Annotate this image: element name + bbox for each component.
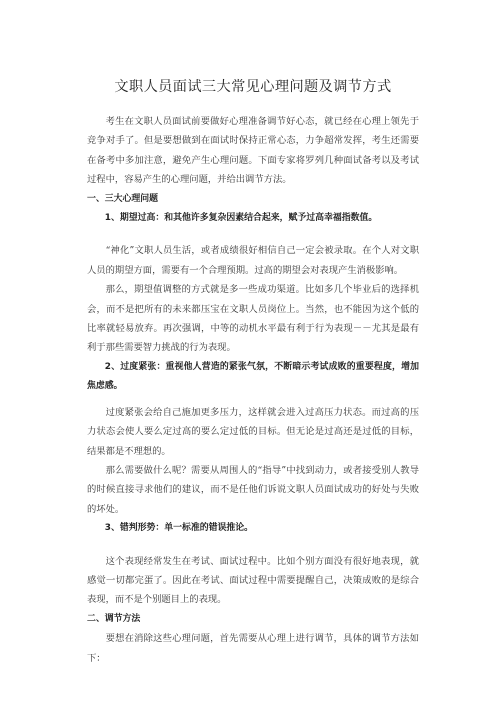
subheading-misjudge: 3、错判形势：单一标准的错误推论。 xyxy=(104,523,253,534)
section-heading-methods: 二、调节方法 xyxy=(87,613,141,624)
paragraph-misjudge-1: 这个表现经常发生在考试、面试过程中。比如个别方面没有很好地表现，就感觉一切都完蛋了。因此在考试、面试过程中需要提醒自己，决策成败的是综合表现，而不是个别题目上的表现。 xyxy=(87,555,419,606)
paragraph-methods-1: 要想在消除这些心理问题，首先需要从心理上进行调节，具体的调节方法如下： xyxy=(87,633,419,664)
paragraph-expectation-1: “神化”文职人员生活，或者成绩很好相信自己一定会被录取。在个人对文职人员的期望方面，需要有一个合理预期。过高的期望会对表现产生消极影响。 xyxy=(87,245,419,276)
intro-paragraph: 考生在文职人员面试前要做好心理准备调节好心态，就已经在心理上领先于竞争对手了。但是要想做到在面试时保持正常心态，力争超常发挥，考生还需要在备考中多加注意，避免产生心理问题。下面专家将罗列几种面试备考以及考试过程中，容易产生的心理问题，并给出调节方法。 xyxy=(87,116,419,186)
paragraph-nervous-1: 过度紧张会给自己施加更多压力，这样就会进入过高压力状态。而过高的压力状态会使人要么定过高的要么定过低的目标。但无论是过高还是过低的目标，结果都是不理想的。 xyxy=(87,406,419,457)
section-heading-problems: 一、三大心理问题 xyxy=(87,193,158,204)
subheading-high-expectation: 1、期望过高：和其他许多复杂因素结合起来，赋予过高幸福指数值。 xyxy=(104,213,378,224)
paragraph-expectation-2: 那么，期望值调整的方式就是多一些成功渠道。比如多几个毕业后的选择机会，而不是把所有的未来都压宝在文职人员岗位上。当然，也不能因为这个低的比率就轻易放弃。再次强调，中等的动机水平最有利于行为表现－－尤其是最有利于那些需要智力挑战的行为表现。 xyxy=(87,284,419,354)
document-page xyxy=(87,76,419,668)
document-title: 文职人员面试三大常见心理问题及调节方式 xyxy=(114,79,392,95)
paragraph-nervous-2: 那么需要做什么呢？需要从周围人的“指导”中找到动力，或者接受别人教导的时候直接寻求他们的建议，而不是任他们诉说文职人员面试成功的好处与失败的坏处。 xyxy=(87,464,419,515)
subheading-over-nervous: 2、过度紧张：重视他人营造的紧张气氛，不断暗示考试成败的重要程度，增加焦虑感。 xyxy=(87,361,419,392)
